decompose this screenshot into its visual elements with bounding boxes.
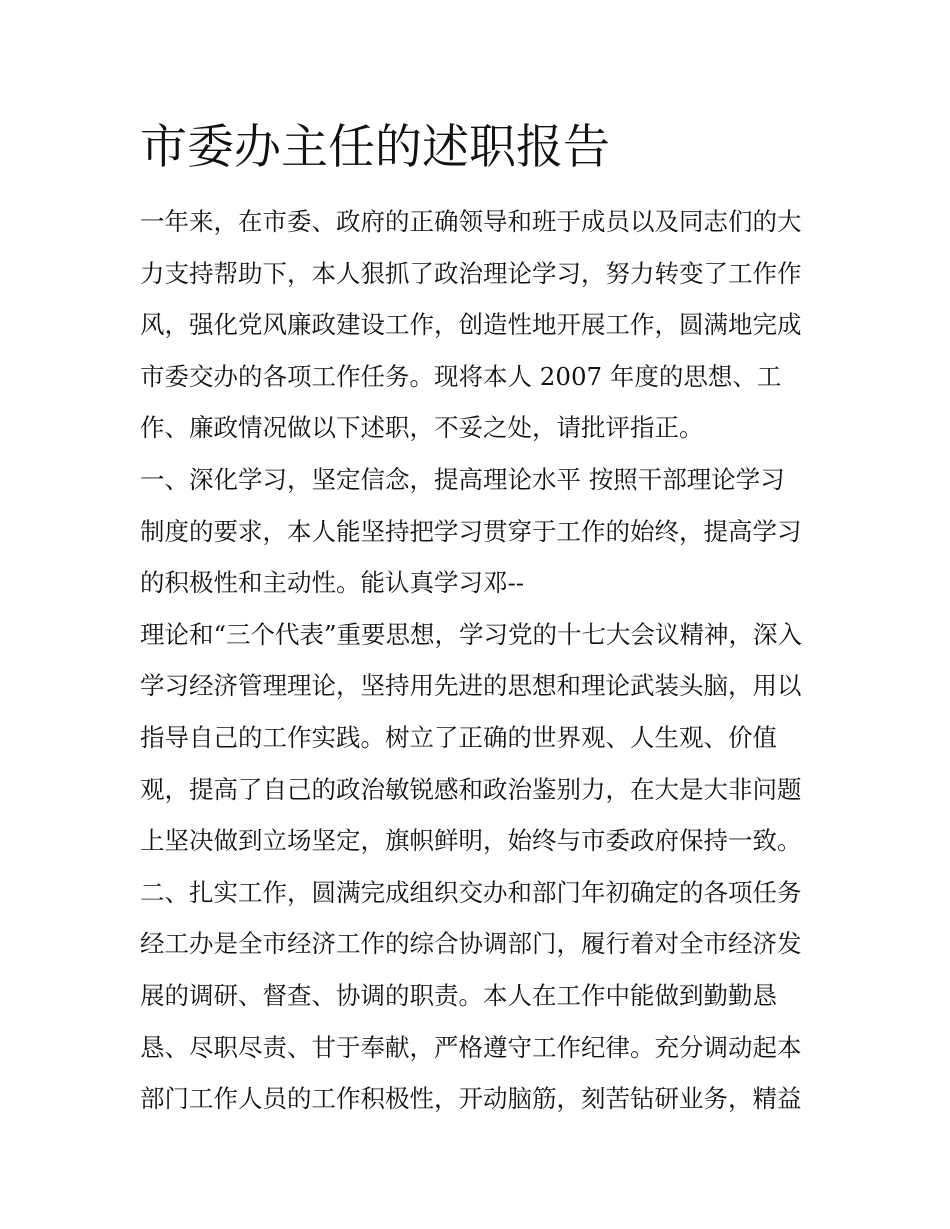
body-line: 上坚决做到立场坚定，旗帜鲜明，始终与市委政府保持一致。 xyxy=(140,826,802,856)
body-line: 部门工作人员的工作积极性，开动脑筋，刻苦钻研业务，精益 xyxy=(140,1084,802,1114)
body-line: 市委交办的各项工作任务。现将本人 2007 年度的思想、工 xyxy=(140,361,782,391)
body-line: 一年来，在市委、政府的正确领导和班于成员以及同志们的大 xyxy=(140,207,802,236)
body-line: 经工办是全市经济工作的综合协调部门，履行着对全市经济发 xyxy=(140,929,802,959)
body-line: 展的调研、督查、协调的职责。本人在工作中能做到勤勤恳 xyxy=(140,980,777,1010)
document-title: 市委办主任的述职报告 xyxy=(140,120,610,175)
body-line: 的积极性和主动性。能认真学习邓-- xyxy=(140,568,525,598)
section-heading-line: 一、深化学习，坚定信念，提高理论水平 按照干部理论学习 xyxy=(140,464,785,494)
document-body xyxy=(140,196,820,1125)
body-line: 风，强化党风廉政建设工作，创造性地开展工作，圆满地完成 xyxy=(140,310,802,340)
body-line: 力支持帮助下，本人狠抓了政治理论学习，努力转变了工作作 xyxy=(140,258,802,288)
body-line: 制度的要求，本人能坚持把学习贯穿于工作的始终，提高学习 xyxy=(140,516,802,546)
section-heading-line: 二、扎实工作，圆满完成组织交办和部门年初确定的各项任务 xyxy=(140,877,802,907)
body-line: 恳、尽职尽责、甘于奉献，严格遵守工作纪律。充分调动起本 xyxy=(140,1032,802,1062)
body-line: 作、廉政情况做以下述职，不妥之处，请批评指正。 xyxy=(140,413,704,443)
body-line: 理论和“三个代表”重要思想，学习党的十七大会议精神，深入 xyxy=(140,619,803,649)
body-line: 指导自己的工作实践。树立了正确的世界观、人生观、价值 xyxy=(140,722,777,752)
body-line: 观，提高了自己的政治敏锐感和政治鉴别力，在大是大非问题 xyxy=(140,774,802,804)
body-line: 学习经济管理理论，坚持用先进的思想和理论武装头脑，用以 xyxy=(140,671,802,701)
